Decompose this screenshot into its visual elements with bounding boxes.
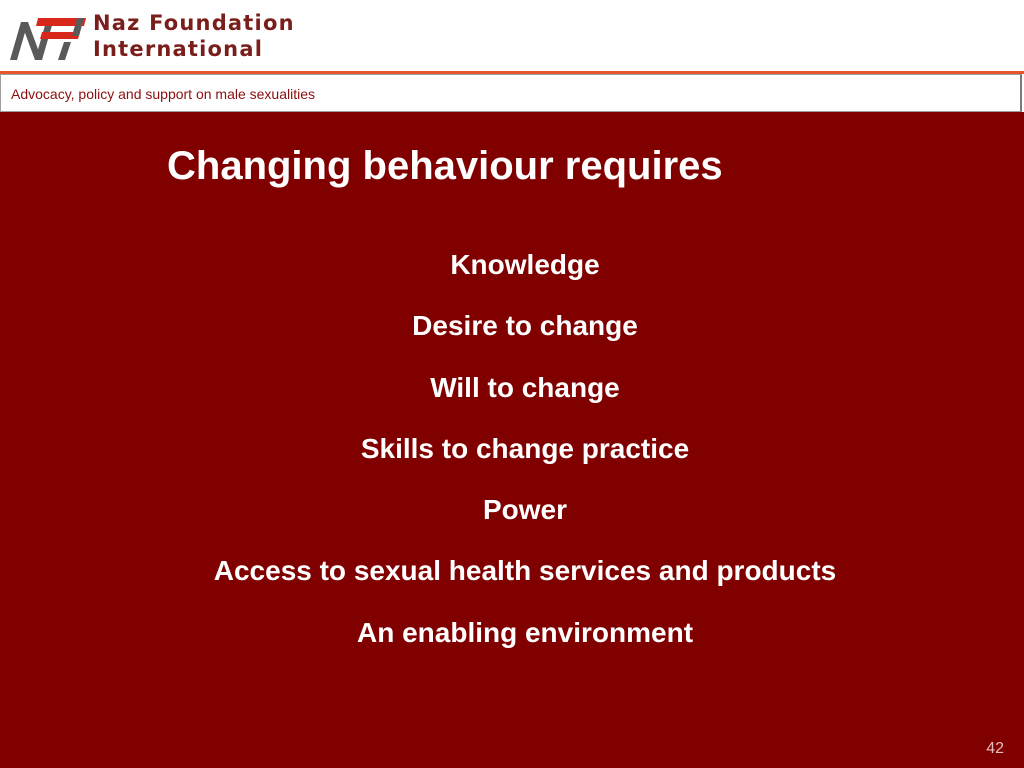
page-number: 42 (986, 740, 1004, 757)
slide-title: Changing behaviour requires (167, 144, 723, 188)
requirement-item: Will to change (430, 371, 620, 403)
org-name-line2: International (93, 37, 264, 61)
nfi-logo-icon (8, 12, 90, 62)
header (0, 0, 1024, 72)
tagline: Advocacy, policy and support on male sexualities (11, 86, 316, 102)
org-name-line1: Naz Foundation (93, 11, 295, 35)
requirement-item: Power (482, 494, 568, 526)
main-panel (0, 112, 1024, 768)
requirements-list (0, 248, 1024, 677)
org-name (93, 10, 295, 62)
requirement-item: Desire to change (412, 310, 638, 342)
tagline-bar (0, 74, 1022, 112)
requirement-item: Knowledge (450, 249, 600, 280)
requirement-item: Skills to change practice (360, 432, 690, 464)
requirement-item: An enabling environment (356, 616, 694, 648)
requirement-item: Access to sexual health services and products (213, 555, 837, 587)
